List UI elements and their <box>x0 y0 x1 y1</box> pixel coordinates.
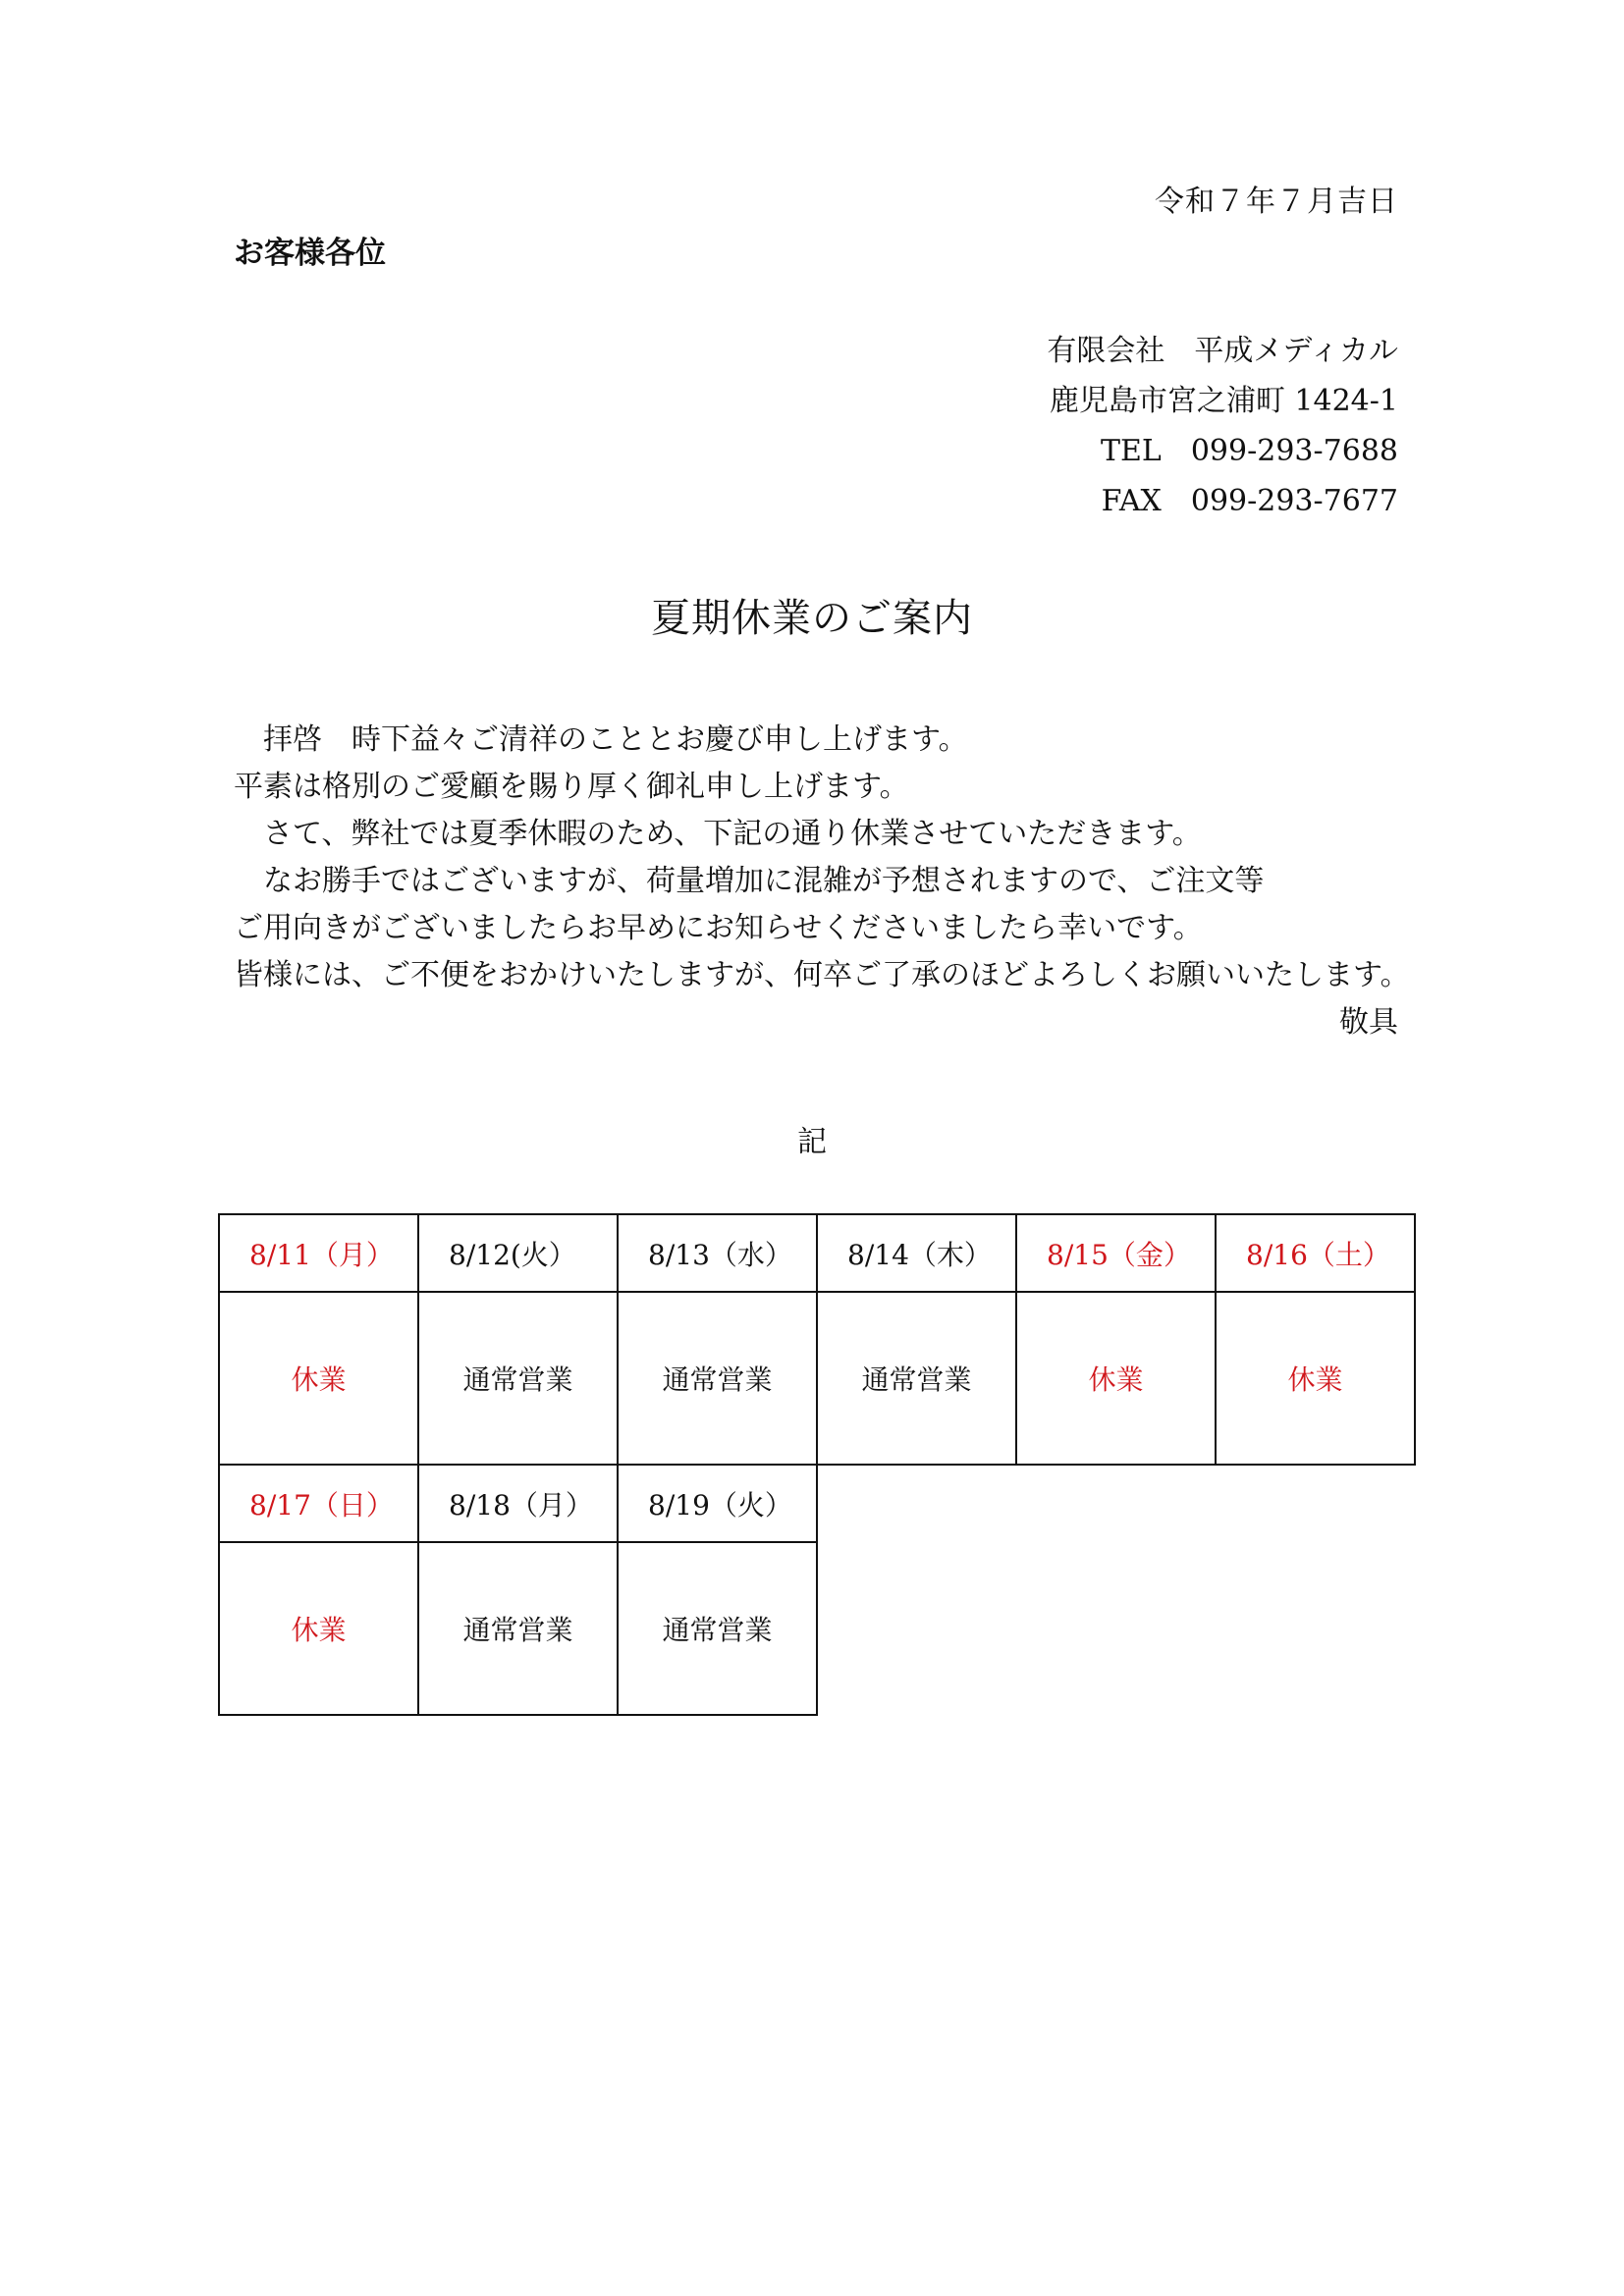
sender-company: 有限会社 平成メディカル <box>1047 334 1398 368</box>
sender-tel: TEL 099-293-7688 <box>1101 434 1398 468</box>
status-row <box>219 1292 1415 1465</box>
body-line: ご用向きがございましたらお早めにお知らせくださいましたら幸いです。 <box>234 911 1203 945</box>
sender-block <box>1047 326 1398 526</box>
schedule-status: 休業 <box>1216 1292 1415 1465</box>
body-line: 平素は格別のご愛顧を賜り厚く御礼申し上げます。 <box>234 770 909 804</box>
date-row <box>219 1214 1415 1292</box>
schedule-date: 8/14（木） <box>817 1214 1016 1292</box>
schedule-date: 8/11（月） <box>219 1214 418 1292</box>
body-line: さて、弊社では夏季休暇のため、下記の通り休業させていただきます。 <box>263 817 1202 851</box>
body-line: 拝啓 時下益々ご清祥のこととお慶び申し上げます。 <box>263 722 968 757</box>
schedule-date: 8/17（日） <box>219 1465 418 1542</box>
schedule-status: 通常営業 <box>418 1292 618 1465</box>
schedule-table-week1 <box>218 1213 1416 1466</box>
sender-fax: FAX 099-293-7677 <box>1101 484 1398 518</box>
sender-address: 鹿児島市宮之浦町 1424-1 <box>1049 384 1398 418</box>
schedule-status: 休業 <box>219 1292 418 1465</box>
schedule-status: 通常営業 <box>817 1292 1016 1465</box>
schedule-date: 8/16（土） <box>1216 1214 1415 1292</box>
body-line: 皆様には、ご不便をおかけいたしますが、何卒ご了承のほどよろしくお願いいたします。 <box>234 958 1410 992</box>
schedule-date: 8/13（水） <box>618 1214 817 1292</box>
issue-date: 令和７年７月吉日 <box>1155 185 1398 219</box>
ki-heading: 記 <box>797 1125 827 1159</box>
body-line: なお勝手ではございますが、荷量増加に混雑が予想されますので、ご注文等 <box>263 864 1265 898</box>
date-row <box>219 1465 817 1542</box>
schedule-date: 8/15（金） <box>1016 1214 1216 1292</box>
recipient: お客様各位 <box>234 236 386 271</box>
schedule-table-week2 <box>218 1464 818 1716</box>
schedule-status: 通常営業 <box>618 1292 817 1465</box>
schedule-date: 8/18（月） <box>418 1465 618 1542</box>
schedule-date: 8/12(火） <box>418 1214 618 1292</box>
schedule-status: 休業 <box>219 1542 418 1715</box>
letter-body <box>234 717 1410 1046</box>
schedule-status: 通常営業 <box>618 1542 817 1715</box>
page-title: 夏期休業のご案内 <box>651 596 973 641</box>
schedule-date: 8/19（火） <box>618 1465 817 1542</box>
schedule-status: 通常営業 <box>418 1542 618 1715</box>
status-row <box>219 1542 817 1715</box>
schedule-status: 休業 <box>1016 1292 1216 1465</box>
closing-remark: 敬具 <box>1339 1005 1398 1040</box>
